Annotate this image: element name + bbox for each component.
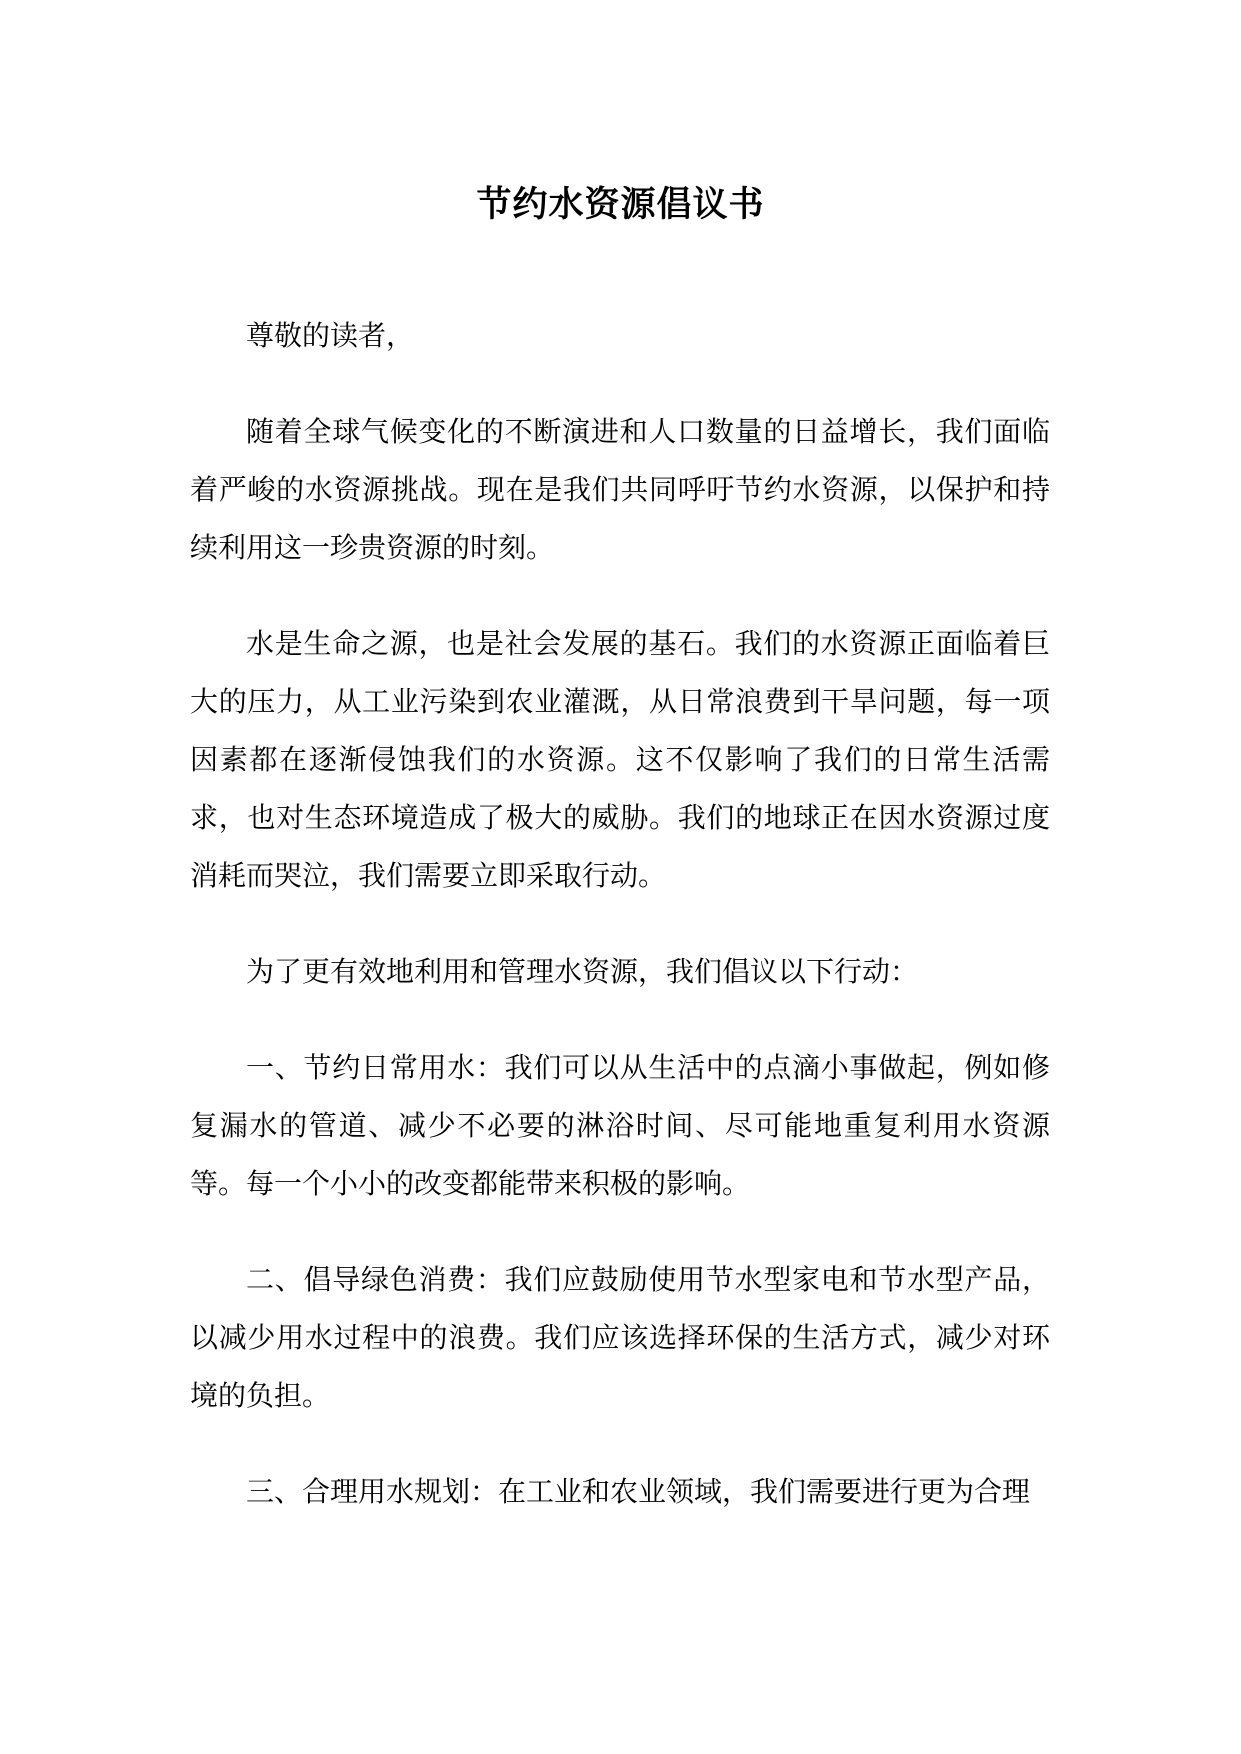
paragraph-salutation: 尊敬的读者，	[246, 319, 415, 352]
paragraph-action-3: 三、合理用水规划：在工业和农业领域，我们需要进行更为合理	[246, 1475, 1031, 1508]
paragraph-proposal-lead: 为了更有效地利用和管理水资源，我们倡议以下行动：	[246, 955, 919, 988]
document-body	[190, 307, 1050, 1559]
paragraph-intro: 随着全球气候变化的不断演进和人口数量的日益增长，我们面临着严峻的水资源挑战。现在是我们共同呼吁节约水资源，以保护和持续利用这一珍贵资源的时刻。	[190, 415, 1050, 564]
paragraph-action-2: 二、倡导绿色消费：我们应鼓励使用节水型家电和节水型产品，以减少用水过程中的浪费。我们应该选择环保的生活方式，减少对环境的负担。	[190, 1263, 1050, 1412]
document-title: 节约水资源倡议书	[476, 184, 765, 225]
paragraph-problem: 水是生命之源，也是社会发展的基石。我们的水资源正面临着巨大的压力，从工业污染到农业灌溉，从日常浪费到干旱问题，每一项因素都在逐渐侵蚀我们的水资源。这不仅影响了我们的日常生活需求，也对生态环境造成了极大的威胁。我们的地球正在因水资源过度消耗而哭泣，我们需要立即采取行动。	[190, 627, 1050, 892]
paragraph-action-1: 一、节约日常用水：我们可以从生活中的点滴小事做起，例如修复漏水的管道、减少不必要的淋浴时间、尽可能地重复利用水资源等。每一个小小的改变都能带来积极的影响。	[190, 1051, 1050, 1200]
